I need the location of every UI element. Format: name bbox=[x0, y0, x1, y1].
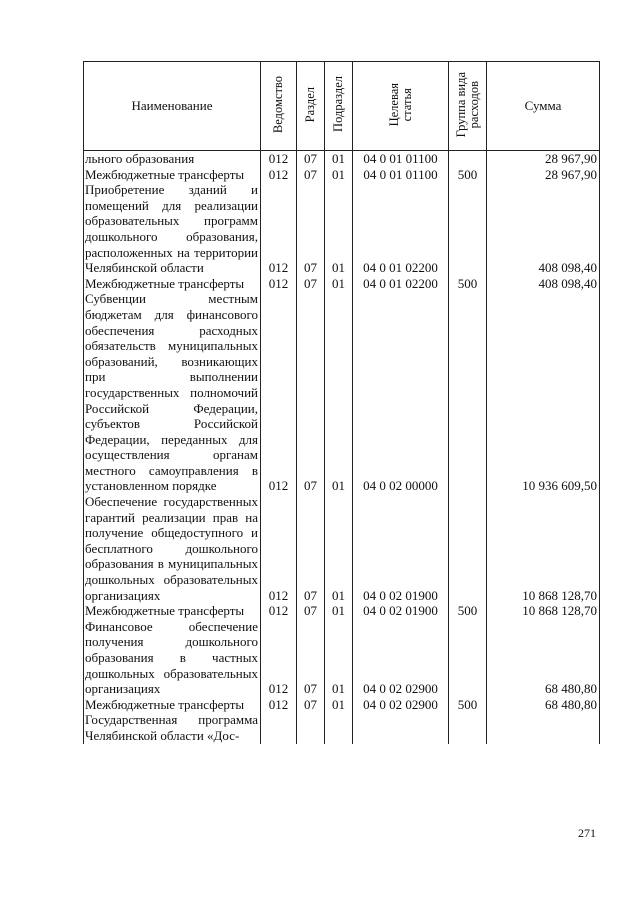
cell-name: Обеспечение государственных гарантий реализации прав на получение общедоступного и бесплатного дошкольного образования в муниципальных дошкольных образовательных организациях bbox=[84, 494, 261, 603]
cell-vedomstvo: 012 bbox=[261, 182, 297, 276]
cell-vedomstvo bbox=[261, 712, 297, 743]
cell-vedomstvo: 012 bbox=[261, 291, 297, 494]
cell-razdel: 07 bbox=[297, 291, 325, 494]
cell-celevaya-statya: 04 0 02 02900 bbox=[353, 619, 449, 697]
cell-podrazdel: 01 bbox=[325, 494, 353, 603]
header-vedomstvo: Ведомство bbox=[261, 62, 297, 151]
cell-celevaya-statya: 04 0 02 01900 bbox=[353, 603, 449, 619]
cell-name: Межбюджетные трансферты bbox=[84, 697, 261, 713]
cell-podrazdel: 01 bbox=[325, 167, 353, 183]
cell-summa: 10 868 128,70 bbox=[487, 494, 600, 603]
table-row bbox=[84, 276, 600, 292]
table-body bbox=[84, 151, 600, 744]
cell-name: Межбюджетные трансферты bbox=[84, 603, 261, 619]
cell-name: Межбюджетные трансферты bbox=[84, 276, 261, 292]
cell-summa: 68 480,80 bbox=[487, 619, 600, 697]
table-header bbox=[84, 62, 600, 151]
cell-vedomstvo: 012 bbox=[261, 603, 297, 619]
cell-summa: 28 967,90 bbox=[487, 151, 600, 167]
cell-summa: 408 098,40 bbox=[487, 276, 600, 292]
cell-podrazdel: 01 bbox=[325, 291, 353, 494]
page-number: 271 bbox=[578, 826, 596, 840]
header-gruppa-vida-raskhodov: Группа вида расходов bbox=[449, 62, 487, 151]
cell-podrazdel: 01 bbox=[325, 619, 353, 697]
table-row bbox=[84, 182, 600, 276]
cell-podrazdel: 01 bbox=[325, 603, 353, 619]
table-row bbox=[84, 151, 600, 167]
header-razdel: Раздел bbox=[297, 62, 325, 151]
cell-gruppa-vida: 500 bbox=[449, 697, 487, 713]
cell-podrazdel: 01 bbox=[325, 182, 353, 276]
cell-celevaya-statya: 04 0 01 02200 bbox=[353, 276, 449, 292]
cell-gruppa-vida bbox=[449, 494, 487, 603]
cell-razdel: 07 bbox=[297, 619, 325, 697]
cell-name: Субвенции местным бюджетам для финансового обеспечения расходных обязательств муниципальных образований, возникающих при выполнении государственных полномочий Российской Федерации, субъектов Российской Федерации, переданных для осуществления органам местного самоуправления в установленном порядке bbox=[84, 291, 261, 494]
cell-celevaya-statya bbox=[353, 712, 449, 743]
cell-vedomstvo: 012 bbox=[261, 619, 297, 697]
cell-gruppa-vida: 500 bbox=[449, 276, 487, 292]
cell-celevaya-statya: 04 0 01 01100 bbox=[353, 167, 449, 183]
cell-podrazdel: 01 bbox=[325, 276, 353, 292]
cell-celevaya-statya: 04 0 02 01900 bbox=[353, 494, 449, 603]
cell-vedomstvo: 012 bbox=[261, 167, 297, 183]
cell-vedomstvo: 012 bbox=[261, 276, 297, 292]
table-row bbox=[84, 712, 600, 743]
cell-summa: 408 098,40 bbox=[487, 182, 600, 276]
cell-podrazdel: 01 bbox=[325, 697, 353, 713]
cell-razdel: 07 bbox=[297, 276, 325, 292]
cell-gruppa-vida bbox=[449, 151, 487, 167]
table-row bbox=[84, 619, 600, 697]
cell-summa: 68 480,80 bbox=[487, 697, 600, 713]
table-row bbox=[84, 291, 600, 494]
cell-summa: 28 967,90 bbox=[487, 167, 600, 183]
cell-razdel bbox=[297, 712, 325, 743]
header-summa: Сумма bbox=[487, 62, 600, 151]
cell-razdel: 07 bbox=[297, 182, 325, 276]
cell-vedomstvo: 012 bbox=[261, 151, 297, 167]
header-name: Наименование bbox=[84, 62, 261, 151]
header-podrazdel: Подраздел bbox=[325, 62, 353, 151]
cell-vedomstvo: 012 bbox=[261, 697, 297, 713]
cell-gruppa-vida bbox=[449, 182, 487, 276]
cell-name: Приобретение зданий и помещений для реализации образовательных программ дошкольного образования, расположенных на территории Челябинской области bbox=[84, 182, 261, 276]
cell-name: Финансовое обеспечение получения дошкольного образования в частных дошкольных образовательных организациях bbox=[84, 619, 261, 697]
cell-gruppa-vida: 500 bbox=[449, 167, 487, 183]
cell-podrazdel bbox=[325, 712, 353, 743]
table-row bbox=[84, 494, 600, 603]
cell-razdel: 07 bbox=[297, 494, 325, 603]
cell-celevaya-statya: 04 0 01 01100 bbox=[353, 151, 449, 167]
cell-summa bbox=[487, 712, 600, 743]
table-row bbox=[84, 697, 600, 713]
header-celevaya-statya: Целевая статья bbox=[353, 62, 449, 151]
cell-name: Государственная программа Челябинской области «Дос- bbox=[84, 712, 261, 743]
cell-vedomstvo: 012 bbox=[261, 494, 297, 603]
table-row bbox=[84, 603, 600, 619]
cell-gruppa-vida bbox=[449, 619, 487, 697]
cell-summa: 10 868 128,70 bbox=[487, 603, 600, 619]
cell-celevaya-statya: 04 0 01 02200 bbox=[353, 182, 449, 276]
cell-celevaya-statya: 04 0 02 00000 bbox=[353, 291, 449, 494]
cell-podrazdel: 01 bbox=[325, 151, 353, 167]
cell-razdel: 07 bbox=[297, 603, 325, 619]
cell-razdel: 07 bbox=[297, 697, 325, 713]
cell-name: Межбюджетные трансферты bbox=[84, 167, 261, 183]
cell-summa: 10 936 609,50 bbox=[487, 291, 600, 494]
cell-gruppa-vida bbox=[449, 291, 487, 494]
cell-razdel: 07 bbox=[297, 167, 325, 183]
cell-celevaya-statya: 04 0 02 02900 bbox=[353, 697, 449, 713]
budget-table bbox=[83, 61, 600, 744]
table-row bbox=[84, 167, 600, 183]
cell-gruppa-vida bbox=[449, 712, 487, 743]
cell-name: льного образования bbox=[84, 151, 261, 167]
cell-razdel: 07 bbox=[297, 151, 325, 167]
cell-gruppa-vida: 500 bbox=[449, 603, 487, 619]
